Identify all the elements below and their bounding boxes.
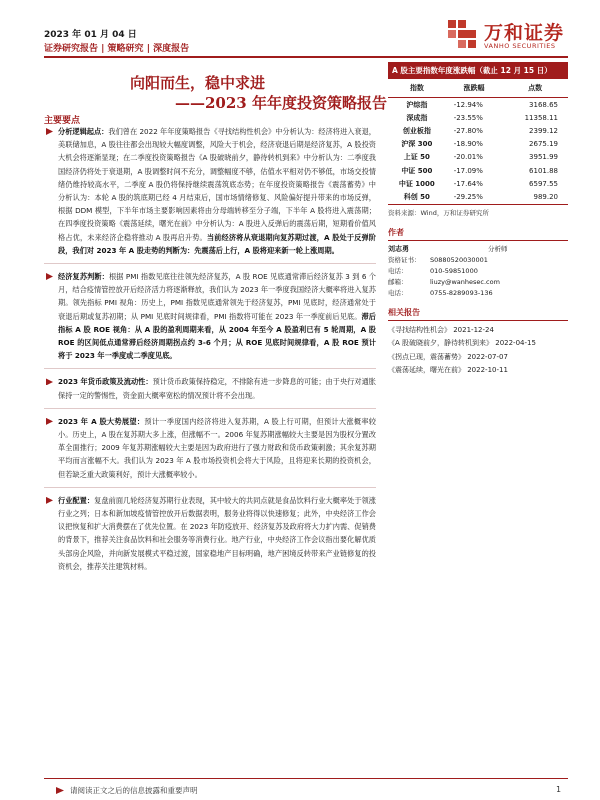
index-change: -20.01% [453, 153, 483, 162]
paragraph-body: 根据 PMI 指数见底往往领先经济复苏，A 股 ROE 见底通常滞后经济复苏 3 到 6 个月，结合疫情管控放开后经济活力将逐渐释放，我们认为 2023 年一季度我国经济大概率将进入复苏期。领先指标 PMI 视角：历史上，PMI 指数见底通常领先于经济复苏，PMI 见底时，经济通常处于衰退后期或复苏初期；从 PMI 见底时间规律看，PMI 指数将可能在 2023 年一季度前后见底。 [58, 272, 376, 321]
footer-rule [44, 778, 568, 779]
index-change: -29.25% [453, 192, 483, 201]
index-points: 6101.88 [529, 166, 558, 175]
table-row [388, 190, 568, 203]
column-header: 涨跌幅 [446, 79, 503, 98]
table-row [388, 98, 568, 112]
divider [44, 263, 376, 264]
index-name: 创业板指 [402, 126, 431, 135]
logo-cn-text: 万和证券 [484, 22, 565, 44]
bullet-arrow-icon [46, 497, 53, 504]
column-header: 点数 [502, 79, 568, 98]
logo-en-text: VANHO SECURITIES [484, 42, 556, 50]
paragraph-body: 预计一季度国内经济将进入复苏期，A 股上行可期，但预计大涨概率较小。历史上，A 股在复苏期大多上涨，但涨幅不一。2006 年复苏期涨幅较大主要是因为股权分置改革全面推行；2009 年复苏期涨幅较大主要是因为政府进行了强力财政和货币政策刺激；其余复苏期平均而言涨幅不大。我们认为 2023 年 A 股市场投资机会将大于风险，且将迎来长期的投资机会，但若缺乏重大政策利好，预计大涨概率较小。 [58, 416, 376, 479]
related-report-link[interactable]: 《A 股破晓前夕，静待转机到来》 2022-04-15 [388, 339, 536, 347]
index-points: 6597.55 [529, 179, 558, 188]
table-row [388, 124, 568, 137]
bullet-arrow-icon [46, 273, 53, 280]
index-name: 沪深 300 [401, 140, 433, 149]
author-name: 刘志勇 [388, 244, 409, 253]
paragraph-lead: 2023 年货币政策及流动性： [58, 377, 153, 387]
index-change: -17.09% [453, 166, 483, 175]
author-block [388, 241, 568, 299]
related-report-link[interactable]: 《震荡延续，曙光在前》 2022-10-11 [388, 366, 508, 374]
index-change: -18.90% [453, 140, 483, 149]
index-change: -12.94% [453, 100, 483, 109]
paragraph-monetary [44, 375, 376, 401]
index-name: 中证 500 [401, 166, 433, 175]
bullet-arrow-icon [46, 378, 53, 385]
paragraph-industry [44, 494, 376, 573]
summary-column [44, 125, 376, 579]
paragraph-lead: 2023 年 A 股大势展望： [58, 416, 145, 426]
author-label: 资格证书： [388, 255, 421, 264]
related-report-link[interactable]: 《拐点已现，震荡蓄势》 2022-07-07 [388, 352, 508, 361]
column-header: 指数 [388, 79, 446, 98]
index-name: 科创 50 [403, 192, 430, 201]
related-report-link[interactable]: 《寻找结构性机会》 2021-12-24 [388, 325, 494, 334]
paragraph-body: 我们曾在 2022 年年度策略报告《寻找结构性机会》中分析认为：经济将进入衰退，美联储加息，A 股往往都会出现较大幅度调整，风险大于机会，经济衰退后期是经济复苏，A 股投资大机会将逐渐显现；在二季度投资策略报告《A 股破晓前夕，静待转机到来》中分析认为：二季度我国经济仍将处于衰退期，A 股调整时间不充分，调整幅度不够，估值水平相对仍不够低，市场交投情绪仍维持较高水平，二季度 A 股仍将保持继续震荡筑底态势；在年度投资策略报告《震荡蓄势》中分析认为：本轮 A 股的筑底期已经 4 月结束后，国市场情绪修复、风险偏好提升带来的市场反弹，根据 DDM 模型，下半年市场主要影响因素将由分母端转移至分子端，下半年 A 股将进入震荡期；在四季度投资策略《震荡延续，曙光在前》中分析认为：A 股进入反弹后的震荡后期，短期看价值风格占优，未来经济企稳将推动 A 股再启升势。 [58, 127, 376, 242]
table-row [388, 177, 568, 190]
author-label: 电话： [388, 266, 408, 275]
index-change: -27.80% [453, 126, 483, 135]
bullet-arrow-icon [46, 418, 53, 425]
table-row [388, 111, 568, 124]
author-value: 010-59851000 [430, 266, 478, 275]
author-label: 电话： [388, 288, 408, 297]
header-rule [44, 56, 568, 58]
paragraph-recovery [44, 270, 376, 362]
index-name: 中证 1000 [398, 179, 435, 188]
index-points: 11358.11 [524, 113, 558, 122]
author-email[interactable]: liuzy@wanhesec.com [430, 277, 500, 286]
index-table-heading: A 股主要指数年度涨跌幅（截止 12 月 15 日） [388, 62, 568, 79]
divider [44, 487, 376, 488]
related-list [388, 321, 568, 378]
bullet-arrow-icon [46, 128, 53, 135]
paragraph-highlight: 当前经济将从衰退期向复苏期过渡，A 股处于反弹阶段，我们对 2023 年 A 股走势的判断为：先震荡后上行，A 股将迎来新一轮上涨周期。 [58, 232, 376, 255]
divider [44, 368, 376, 369]
index-points: 3951.99 [529, 153, 558, 162]
index-change: -23.55% [453, 113, 483, 122]
page-number: 1 [556, 785, 562, 794]
author-value: 0755-8289093-136 [430, 288, 493, 297]
index-table [388, 79, 568, 204]
footer-arrow-icon [56, 787, 64, 794]
footer-disclaimer: 请阅读正文之后的信息披露和重要声明 [70, 786, 198, 795]
index-points: 989.20 [533, 192, 558, 201]
report-date: 2023 年 01 月 04 日 [44, 30, 137, 40]
table-row [388, 138, 568, 151]
author-value: S0880520030001 [430, 255, 488, 264]
table-row [388, 151, 568, 164]
author-heading: 作者 [388, 225, 568, 241]
index-name: 上证 50 [403, 153, 430, 162]
paragraph-lead: 分析逻辑起点： [58, 127, 109, 136]
paragraph-logic [44, 125, 376, 257]
author-label: 邮箱： [388, 277, 408, 286]
paragraph-outlook [44, 415, 376, 481]
author-position: 分析师 [488, 244, 508, 253]
paragraph-body: 预计货币政策保持稳定，不排除有进一步降息的可能；由于央行对通胀保持一定的警惕性，资金面大概率宽松的情况预计将不会出现。 [58, 377, 376, 400]
company-logo [448, 18, 568, 54]
index-points: 2399.12 [529, 126, 558, 135]
title-sub: ——2023 年年度投资策略报告 [175, 94, 387, 112]
paragraph-highlight: 滞后指标 A 股 ROE 视角：从 A 股的盈利周期来看，从 2004 年至今 A 股盈利已有 5 轮周期，A 股 ROE 的区间低点通常滞后经济周期拐点约 3-6 个月；从 ROE 见底时间规律看，A 股 ROE 预计将于 2023 年一季度或二季度见底。 [58, 311, 376, 361]
divider [44, 408, 376, 409]
paragraph-body: 复盘前面几轮经济复苏期行业表现，其中较大的共同点就是食品饮料行业大概率处于领涨行业之列；日本和新加坡疫情管控放开后数据表明，服务业将得以快速修复；此外，中央经济工作会议把恢复和扩大消费摆在了优先位置。在 2023 年防疫放开、经济复苏及政府将大力扩内需、促销费的背景下，推荐关注食品饮料和社会服务等消费行业。地产行业，中央经济工作会议指出要化解优质头部房企风险，并向新发展模式平稳过渡，国家稳地产目标明确，地产困境反转带来产业链修复的投资机会，推荐关注建筑材料。 [58, 495, 376, 571]
paragraph-lead: 经济复苏判断： [58, 272, 109, 282]
related-heading: 相关报告 [388, 305, 568, 321]
table-row [388, 164, 568, 177]
summary-heading: 主要要点 [44, 116, 81, 126]
index-points: 3168.65 [529, 100, 558, 109]
sidebar [388, 62, 568, 378]
index-name: 沪综指 [406, 100, 428, 109]
logo-mark-icon [448, 18, 478, 50]
index-points: 2675.19 [529, 140, 558, 149]
index-name: 深成指 [406, 113, 428, 122]
table-source: 资料来源：Wind，万和证券研究所 [388, 204, 568, 223]
report-type: 证券研究报告 | 策略研究 | 深度报告 [44, 44, 190, 54]
index-change: -17.64% [453, 179, 483, 188]
paragraph-lead: 行业配置： [58, 495, 95, 505]
title-main: 向阳而生，稳中求进 [130, 74, 266, 92]
